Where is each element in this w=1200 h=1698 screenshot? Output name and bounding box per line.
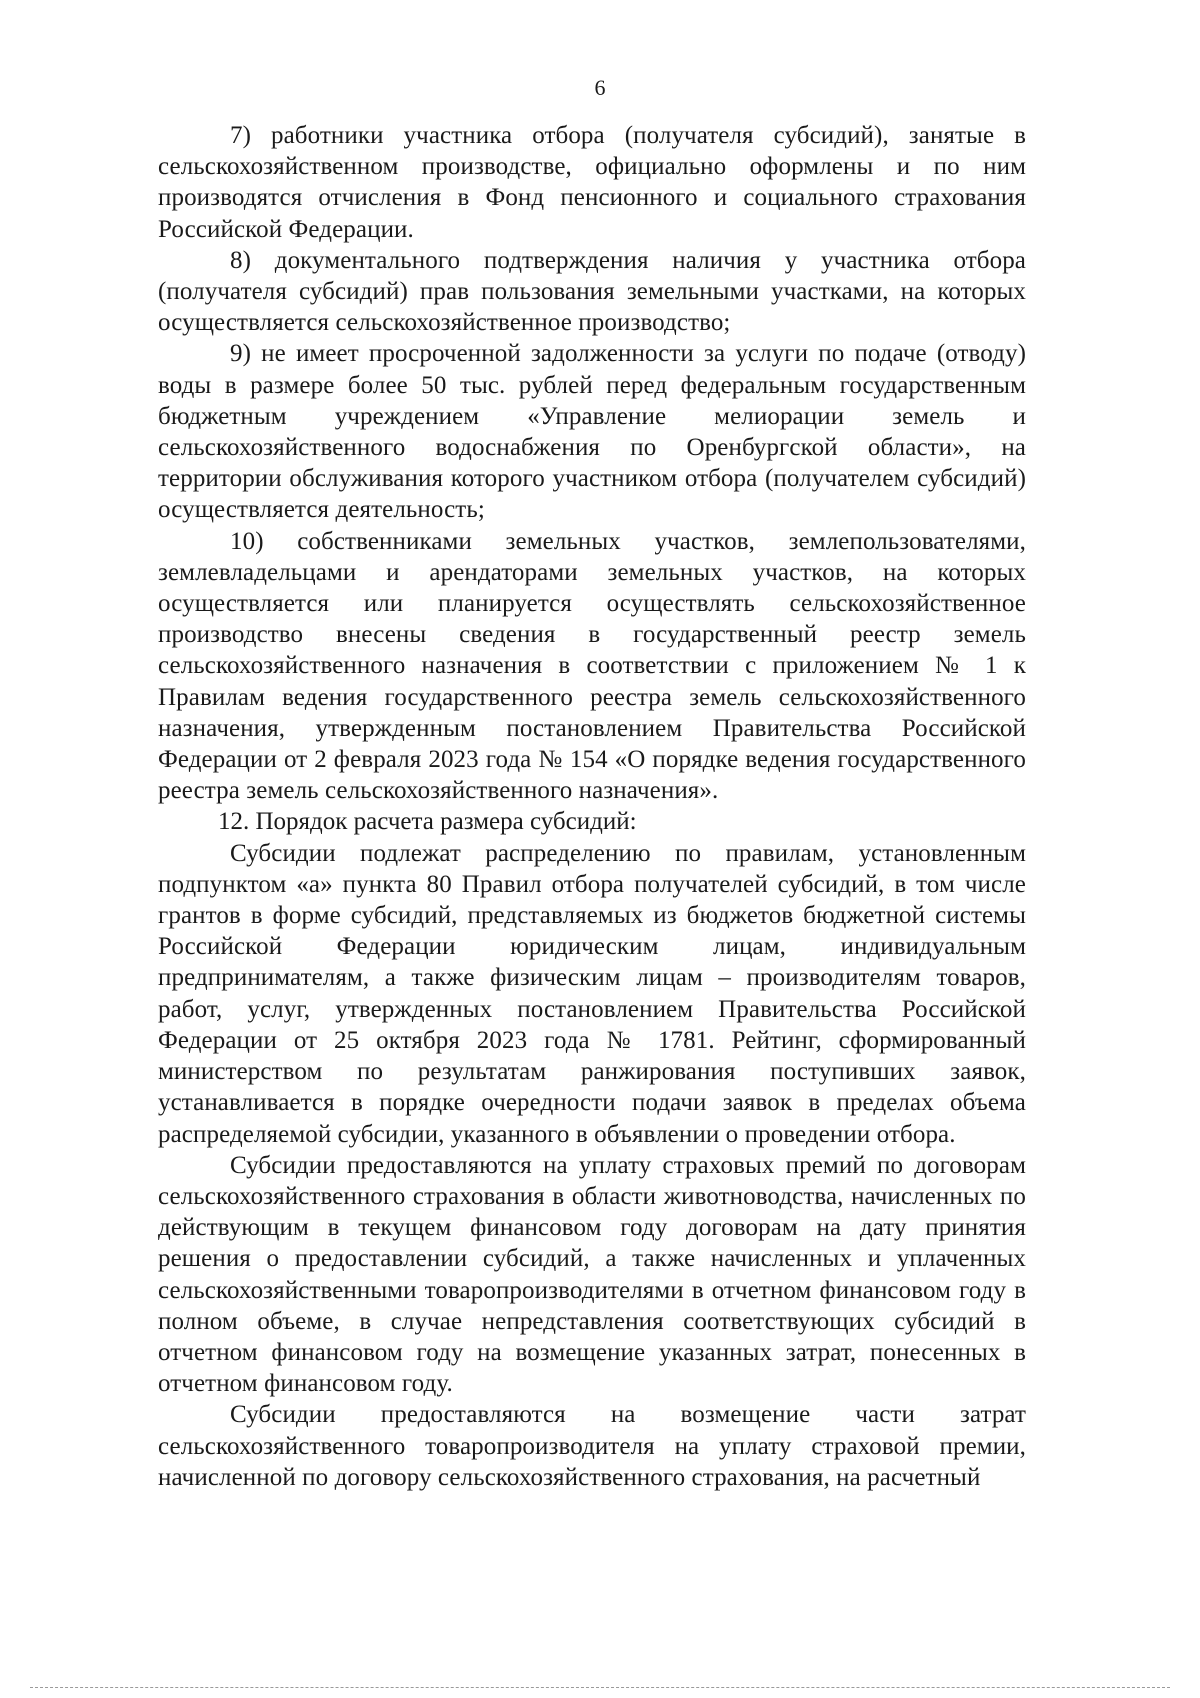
- paragraph-item-7: 7) работники участника отбора (получателя субсидий), занятые в сельскохозяйственном производстве, официально оформлены и по ним производятся отчисления в Фонд пенсионного и социального страхования Российской Федерации.: [158, 122, 1026, 243]
- section-12-paragraph: Субсидии подлежат распределению по правилам, установленным подпунктом «а» пункта 80 Правил отбора получателей субсидий, в том числе грантов в форме субсидий, представляемых из бюджетов бюджетной системы Российской Федерации юридическим лицам, индивидуальным предпринимателям, а также физическим лицам – производителям товаров, работ, услуг, утвержденных постановлением Правительства Российской Федерации от 25 октября 2023 года № 1781. Рейтинг, сформированный министерством по результатам ранжирования поступивших заявок, устанавливается в порядке очередности подачи заявок в пределах объема распределяемой субсидии, указанного в объявлении о проведении отбора.: [158, 839, 1026, 1148]
- paragraph-item-8: 8) документального подтверждения наличия у участника отбора (получателя субсидий) прав пользования земельными участками, на которых осуществляется сельскохозяйственное производство;: [158, 246, 1026, 337]
- paragraph-item-9: 9) не имеет просроченной задолженности за услуги по подаче (отводу) воды в размере более 50 тыс. рублей перед федеральным государственным бюджетным учреждением «Управление мелиорации земель и сельскохозяйственного водоснабжения по Оренбургской области», на территории обслуживания которого участником отбора (получателем субсидий) осуществляется деятельность;: [158, 340, 1026, 524]
- scan-edge-line: [30, 1687, 1170, 1688]
- section-12-heading: 12. Порядок расчета размера субсидий:: [218, 808, 637, 836]
- section-12-paragraph: Субсидии предоставляются на уплату страховых премий по договорам сельскохозяйственного страхования в области животноводства, начисленных по действующим в текущем финансовом году договорам на дату принятия решения о предоставлении субсидий, а также начисленных и уплаченных сельскохозяйственными товаропроизводителями в отчетном финансовом году в полном объеме, в случае непредставления соответствующих субсидий в отчетном финансовом году на возмещение указанных затрат, понесенных в отчетном финансовом году.: [158, 1151, 1026, 1398]
- page-number: 6: [594, 75, 606, 100]
- section-12-paragraph: Субсидии предоставляются на возмещение части затрат сельскохозяйственного товаропроизводителя на уплату страховой премии, начисленной по договору сельскохозяйственного страхования, на расчетный: [158, 1401, 1026, 1491]
- paragraph-item-10: 10) собственниками земельных участков, землепользователями, землевладельцами и арендаторами земельных участков, на которых осуществляется или планируется осуществлять сельскохозяйственное производство внесены сведения в государственный реестр земель сельскохозяйственного назначения в соответствии с приложением № 1 к Правилам ведения государственного реестра земель сельскохозяйственного назначения, утвержденным постановлением Правительства Российской Федерации от 2 февраля 2023 года № 154 «О порядке ведения государственного реестра земель сельскохозяйственного назначения».: [158, 527, 1026, 805]
- document-body: [158, 120, 1026, 1493]
